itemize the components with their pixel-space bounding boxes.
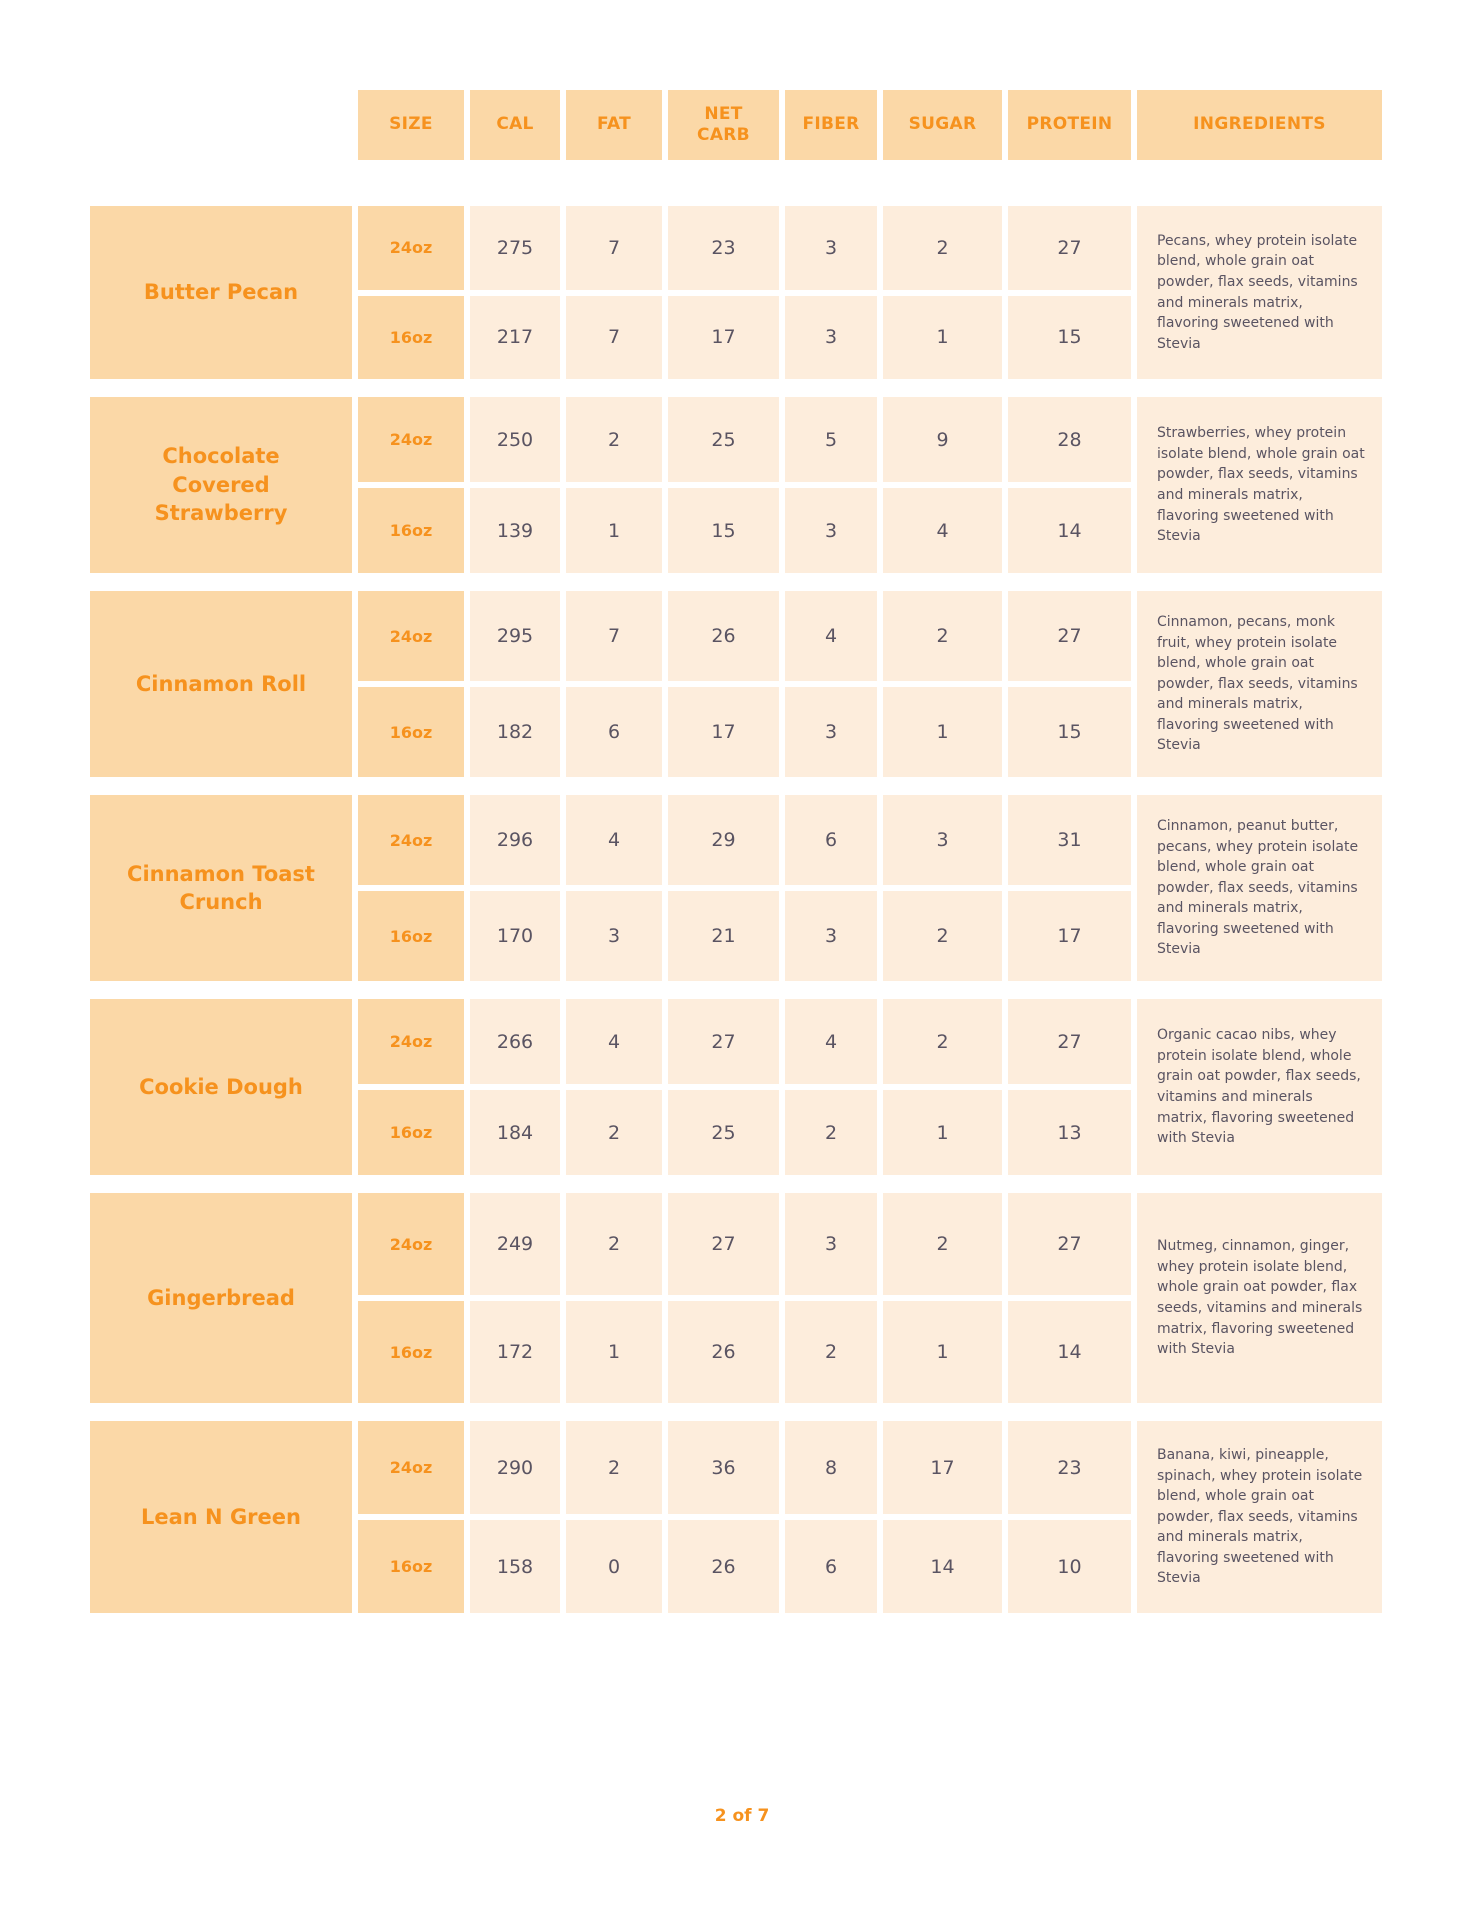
sugar-value: 9 [883,397,1002,482]
size-label: 16oz [358,296,464,380]
cal-value: 295 [470,591,560,681]
flavor-name: Cinnamon Roll [90,591,352,777]
sugar-value: 1 [883,687,1002,777]
size-label: 24oz [358,397,464,482]
cal-value: 266 [470,999,560,1084]
size-label: 16oz [358,1090,464,1175]
cal-value: 217 [470,296,560,380]
protein-value: 27 [1008,591,1131,681]
size-label: 16oz [358,1301,464,1403]
net-carb-value: 27 [668,999,779,1084]
sugar-value: 1 [883,296,1002,380]
sugar-value: 3 [883,795,1002,885]
fat-value: 3 [566,891,662,981]
size-label: 24oz [358,206,464,290]
cal-value: 184 [470,1090,560,1175]
flavor-name: Gingerbread [90,1193,352,1403]
flavor-name: Cookie Dough [90,999,352,1175]
protein-value: 27 [1008,1193,1131,1295]
size-label: 24oz [358,1193,464,1295]
fat-value: 6 [566,687,662,777]
ingredients-text: Cinnamon, pecans, monk fruit, whey protein isolate blend, whole grain oat powder, flax seeds, vitamins and minerals matrix, flavoring sweetened with Stevia [1137,591,1382,777]
cal-value: 296 [470,795,560,885]
net-carb-value: 17 [668,296,779,380]
flavor-block [90,795,1484,981]
net-carb-value: 36 [668,1421,779,1514]
sugar-value: 2 [883,206,1002,290]
sugar-value: 2 [883,591,1002,681]
protein-value: 10 [1008,1520,1131,1613]
protein-value: 13 [1008,1090,1131,1175]
net-carb-value: 29 [668,795,779,885]
sugar-value: 2 [883,891,1002,981]
fiber-value: 3 [785,488,877,573]
column-header-fat: FAT [566,90,662,160]
cal-value: 139 [470,488,560,573]
ingredients-text: Cinnamon, peanut butter, pecans, whey protein isolate blend, whole grain oat powder, flax seeds, vitamins and minerals matrix, flavoring sweetened with Stevia [1137,795,1382,981]
fat-value: 2 [566,1090,662,1175]
table-body [0,206,1484,1613]
sugar-value: 17 [883,1421,1002,1514]
flavor-block [90,397,1484,573]
flavor-block [90,206,1484,379]
fat-value: 7 [566,206,662,290]
net-carb-value: 15 [668,488,779,573]
column-header-ingredients: INGREDIENTS [1137,90,1382,160]
net-carb-value: 17 [668,687,779,777]
protein-value: 31 [1008,795,1131,885]
cal-value: 250 [470,397,560,482]
fat-value: 2 [566,397,662,482]
size-label: 16oz [358,891,464,981]
fat-value: 1 [566,1301,662,1403]
fat-value: 7 [566,591,662,681]
fiber-value: 4 [785,591,877,681]
ingredients-text: Nutmeg, cinnamon, ginger, whey protein isolate blend, whole grain oat powder, flax seeds, vitamins and minerals matrix, flavoring sweetened with Stevia [1137,1193,1382,1403]
fiber-value: 3 [785,891,877,981]
net-carb-value: 26 [668,591,779,681]
fat-value: 0 [566,1520,662,1613]
size-label: 24oz [358,795,464,885]
sugar-value: 14 [883,1520,1002,1613]
flavor-block [90,591,1484,777]
protein-value: 27 [1008,999,1131,1084]
net-carb-value: 27 [668,1193,779,1295]
fat-value: 7 [566,296,662,380]
flavor-block [90,999,1484,1175]
table-header-row [90,90,1484,160]
column-header-protein: PROTEIN [1008,90,1131,160]
net-carb-value: 21 [668,891,779,981]
fiber-value: 8 [785,1421,877,1514]
cal-value: 182 [470,687,560,777]
protein-value: 23 [1008,1421,1131,1514]
column-header-fiber: FIBER [785,90,877,160]
column-header-cal: CAL [470,90,560,160]
size-label: 24oz [358,1421,464,1514]
flavor-name: Cinnamon Toast Crunch [90,795,352,981]
net-carb-value: 26 [668,1301,779,1403]
sugar-value: 2 [883,1193,1002,1295]
ingredients-text: Pecans, whey protein isolate blend, whole grain oat powder, flax seeds, vitamins and minerals matrix, flavoring sweetened with Stevia [1137,206,1382,379]
net-carb-value: 23 [668,206,779,290]
flavor-name: Lean N Green [90,1421,352,1613]
protein-value: 15 [1008,296,1131,380]
fiber-value: 2 [785,1090,877,1175]
net-carb-value: 25 [668,1090,779,1175]
protein-value: 14 [1008,1301,1131,1403]
fat-value: 1 [566,488,662,573]
protein-value: 15 [1008,687,1131,777]
fiber-value: 3 [785,1193,877,1295]
size-label: 24oz [358,591,464,681]
fiber-value: 4 [785,999,877,1084]
fat-value: 4 [566,999,662,1084]
sugar-value: 4 [883,488,1002,573]
flavor-name: Chocolate Covered Strawberry [90,397,352,573]
ingredients-text: Strawberries, whey protein isolate blend, whole grain oat powder, flax seeds, vitamins and minerals matrix, flavoring sweetened with Stevia [1137,397,1382,573]
flavor-name: Butter Pecan [90,206,352,379]
net-carb-value: 26 [668,1520,779,1613]
protein-value: 28 [1008,397,1131,482]
column-header-size: SIZE [358,90,464,160]
fiber-value: 6 [785,1520,877,1613]
protein-value: 17 [1008,891,1131,981]
fat-value: 2 [566,1193,662,1295]
fiber-value: 5 [785,397,877,482]
size-label: 24oz [358,999,464,1084]
size-label: 16oz [358,488,464,573]
size-label: 16oz [358,687,464,777]
flavor-block [90,1421,1484,1613]
net-carb-value: 25 [668,397,779,482]
cal-value: 170 [470,891,560,981]
column-header-sugar: SUGAR [883,90,1002,160]
sugar-value: 1 [883,1301,1002,1403]
page-number: 2 of 7 [714,1806,770,1826]
cal-value: 172 [470,1301,560,1403]
fat-value: 2 [566,1421,662,1514]
cal-value: 275 [470,206,560,290]
fiber-value: 2 [785,1301,877,1403]
fiber-value: 3 [785,206,877,290]
fiber-value: 6 [785,795,877,885]
ingredients-text: Organic cacao nibs, whey protein isolate blend, whole grain oat powder, flax seeds, vitamins and minerals matrix, flavoring sweetened with Stevia [1137,999,1382,1175]
flavor-block [90,1193,1484,1403]
ingredients-text: Banana, kiwi, pineapple, spinach, whey protein isolate blend, whole grain oat powder, flax seeds, vitamins and minerals matrix, flavoring sweetened with Stevia [1137,1421,1382,1613]
header-spacer [90,90,352,160]
fiber-value: 3 [785,687,877,777]
cal-value: 158 [470,1520,560,1613]
column-header-net-carb: NET CARB [668,90,779,160]
size-label: 16oz [358,1520,464,1613]
fiber-value: 3 [785,296,877,380]
cal-value: 290 [470,1421,560,1514]
cal-value: 249 [470,1193,560,1295]
protein-value: 27 [1008,206,1131,290]
sugar-value: 1 [883,1090,1002,1175]
protein-value: 14 [1008,488,1131,573]
fat-value: 4 [566,795,662,885]
sugar-value: 2 [883,999,1002,1084]
